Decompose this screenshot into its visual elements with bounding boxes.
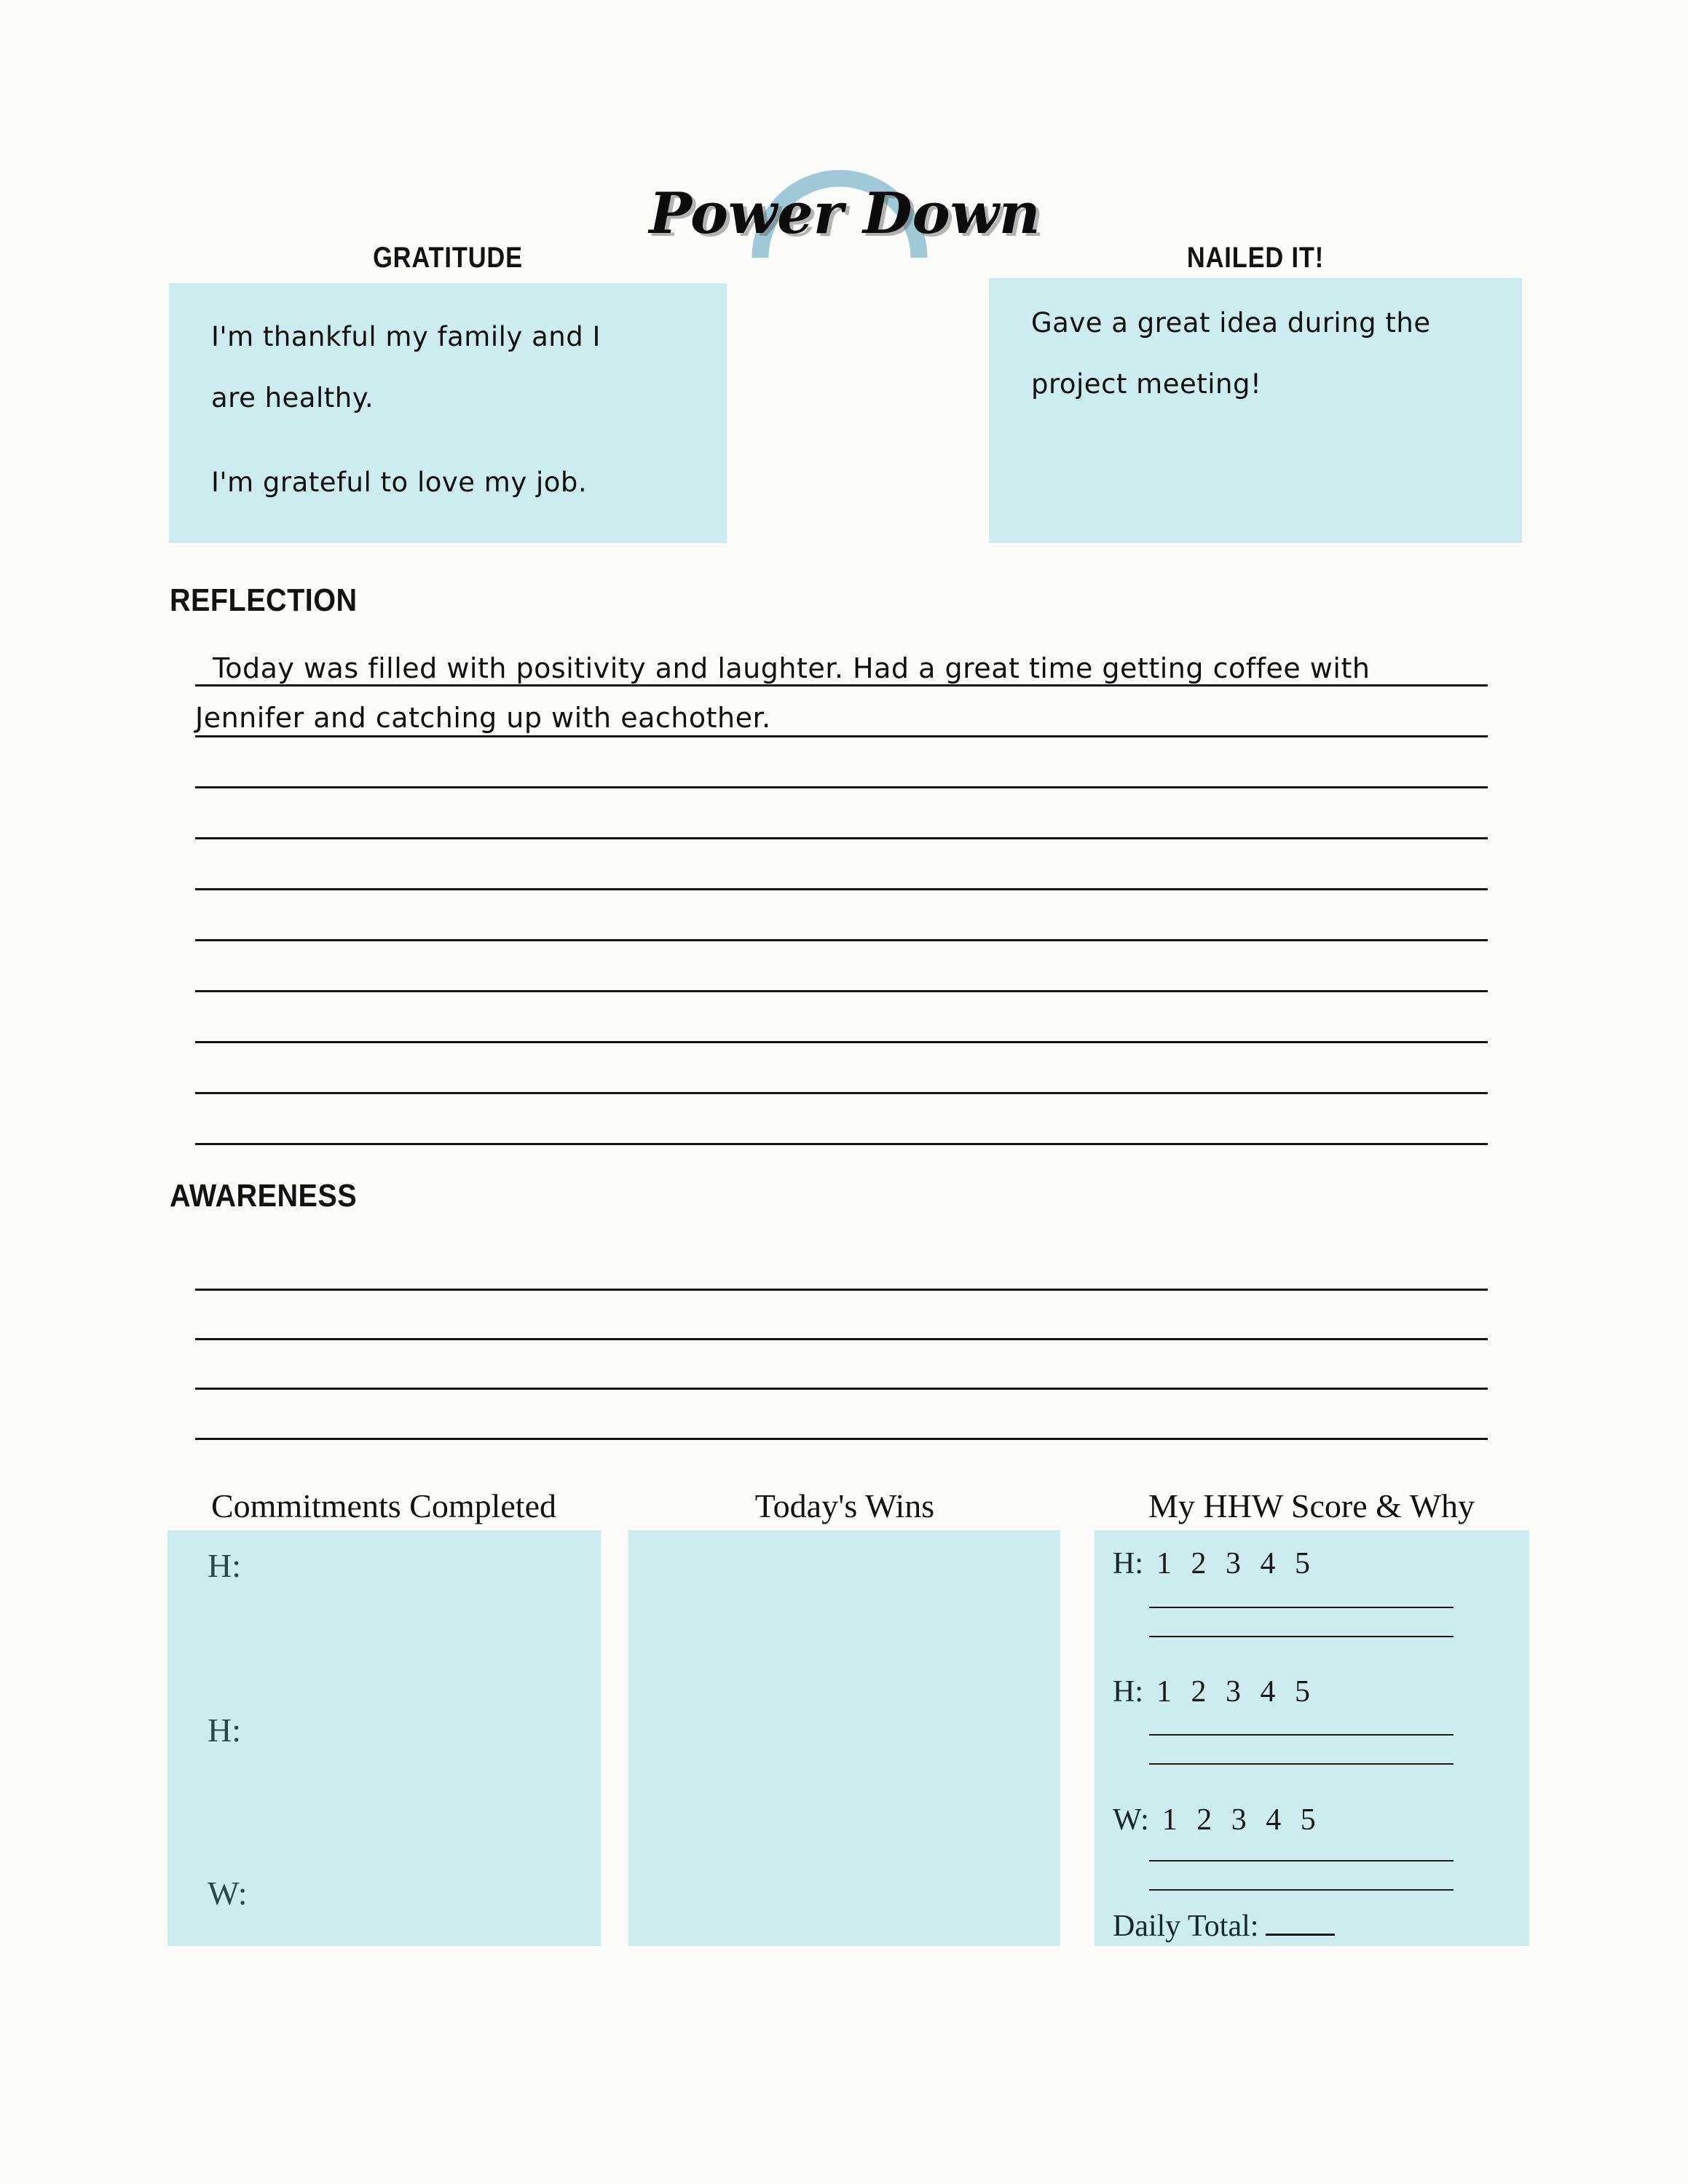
ruled-line[interactable] [195,684,1488,687]
hhw-row-label: H: [1113,1547,1143,1580]
hhw-why-line[interactable] [1149,1860,1454,1861]
nailed-it-entry: Gave a great idea during the project meeting! [1031,307,1431,400]
hhw-title: My HHW Score & Why [1148,1487,1475,1524]
commitment-label-w: W: [208,1875,248,1912]
commitment-label-h1: H: [208,1547,241,1584]
commitment-label-h2: H: [208,1712,241,1749]
reflection-written-line: Today was filled with positivity and laughter. Had a great time getting coffee with [213,652,1370,684]
logo-wordmark: Power Down [649,181,1041,247]
ruled-line[interactable] [195,1388,1488,1390]
daily-total-label: Daily Total: [1113,1910,1259,1943]
hhw-score-scale[interactable]: 1 2 3 4 5 [1156,1675,1310,1709]
gratitude-entry: I'm thankful my family and I are healthy. [211,321,601,414]
nailed-it-box[interactable] [989,278,1522,543]
hhw-row-label: W: [1113,1803,1149,1837]
wins-title: Today's Wins [754,1487,935,1524]
hhw-row-label: H: [1113,1675,1143,1709]
hhw-why-line[interactable] [1149,1734,1454,1736]
awareness-title: AWARENESS [170,1178,358,1214]
daily-total-blank[interactable] [1266,1932,1335,1936]
ruled-line[interactable] [195,939,1488,941]
gratitude-title: GRATITUDE [373,242,523,274]
hhw-score-scale[interactable]: 1 2 3 4 5 [1156,1547,1310,1580]
ruled-line[interactable] [195,1289,1488,1291]
ruled-line[interactable] [195,1041,1488,1043]
reflection-title: REFLECTION [170,582,358,618]
ruled-line[interactable] [195,735,1488,737]
ruled-line[interactable] [195,1438,1488,1440]
ruled-line[interactable] [195,990,1488,992]
gratitude-entry: I'm grateful to love my job. [211,467,588,498]
ruled-line[interactable] [195,1092,1488,1094]
hhw-score-scale[interactable]: 1 2 3 4 5 [1162,1803,1316,1837]
ruled-line[interactable] [195,888,1488,890]
reflection-written-line: Jennifer and catching up with eachother. [195,702,771,734]
nailed-it-title: NAILED IT! [1186,242,1325,274]
commitments-title: Commitments Completed [210,1487,557,1524]
hhw-score-row [1113,1803,1316,1837]
wins-box[interactable] [628,1530,1060,1946]
hhw-why-line[interactable] [1149,1889,1454,1891]
daily-total-row [1113,1909,1335,1944]
ruled-line[interactable] [195,1143,1488,1145]
hhw-score-row [1113,1674,1310,1709]
ruled-line[interactable] [195,786,1488,788]
hhw-why-line[interactable] [1149,1763,1454,1765]
hhw-why-line[interactable] [1149,1636,1454,1637]
ruled-line[interactable] [195,837,1488,839]
hhw-box[interactable] [1095,1530,1529,1946]
commitments-box[interactable] [167,1530,601,1946]
gratitude-box[interactable] [169,283,727,543]
hhw-why-line[interactable] [1149,1607,1454,1608]
hhw-score-row [1113,1546,1310,1581]
ruled-line[interactable] [195,1338,1488,1340]
